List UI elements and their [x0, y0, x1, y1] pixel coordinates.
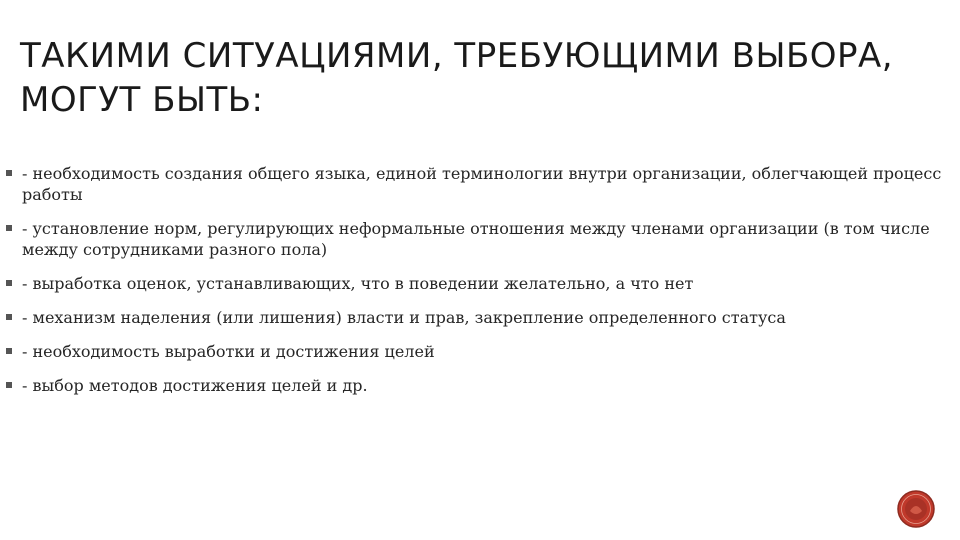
list-item-text: - механизм наделения (или лишения) власти и прав, закрепление определенного статуса — [22, 308, 786, 327]
bullet-list — [6, 163, 946, 409]
list-item-text: - выбор методов достижения целей и др. — [22, 376, 368, 395]
slide-title-line2: МОГУТ БЫТЬ: — [20, 80, 264, 120]
list-item — [6, 307, 946, 328]
slide-title — [20, 34, 920, 122]
list-item — [6, 218, 946, 260]
square-bullet-icon — [6, 382, 12, 388]
list-item-text: - выработка оценок, устанавливающих, что в поведении желательно, а что нет — [22, 274, 694, 293]
square-bullet-icon — [6, 280, 12, 286]
list-item — [6, 273, 946, 294]
list-item — [6, 341, 946, 362]
list-item-text: - необходимость выработки и достижения целей — [22, 342, 435, 361]
circle-logo-icon — [896, 489, 936, 529]
square-bullet-icon — [6, 314, 12, 320]
list-item — [6, 163, 946, 205]
list-item-text: - необходимость создания общего языка, единой терминологии внутри организации, облегчающей процесс работы — [22, 164, 942, 204]
list-item-text: - установление норм, регулирующих неформальные отношения между членами организации (в том числе между сотрудниками разного пола) — [22, 219, 930, 259]
square-bullet-icon — [6, 225, 12, 231]
square-bullet-icon — [6, 348, 12, 354]
list-item — [6, 375, 946, 396]
square-bullet-icon — [6, 170, 12, 176]
slide-title-line1: ТАКИМИ СИТУАЦИЯМИ, ТРЕБУЮЩИМИ ВЫБОРА, — [20, 36, 894, 76]
